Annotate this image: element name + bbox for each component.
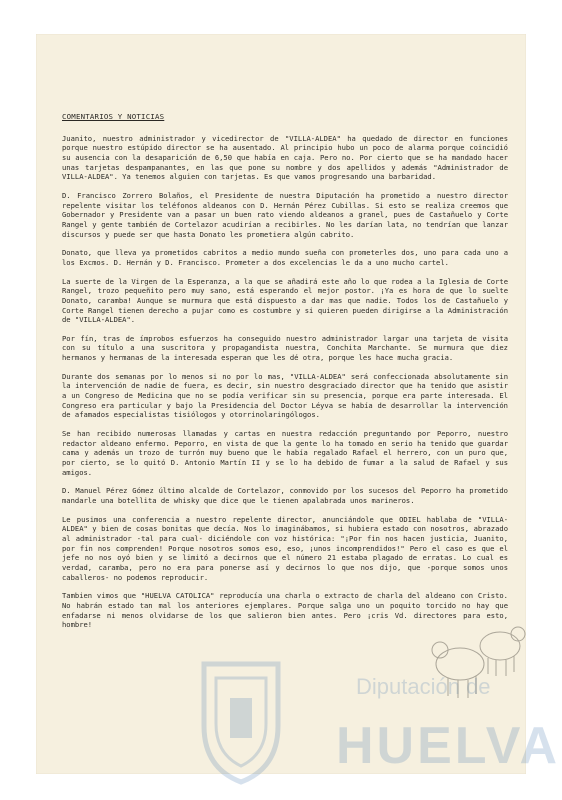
document-page (36, 34, 561, 775)
paragraph-5: Por fín, tras de ímprobos esfuerzos ha conseguido nuestro administrador largar una tarjeta de visita con su título a una suscritora y propagandista nuestra, Conchita Marchante. Se murmura que diez hermanos y hermanas de la interesada esperan que les dé otra, porque les hace mucha gracia. (62, 333, 508, 363)
paragraph-7: Se han recibido numerosas llamadas y cartas en nuestra redacción preguntando por Peporro, nuestro redactor aldeano enfermo. Peporro, en vista de que la gente lo ha tomado en serio ha tenido que guardar cama y además un trozo de turrón muy bueno que le había regalado Rafael el herrero, con un puro que, por cierto, se lo quitó D. Antonio Martín II y se lo ha debido de fumar a la salud de Rafael y sus amigos. (62, 429, 508, 477)
watermark-small-text: Diputación de (356, 674, 491, 699)
document-body (62, 112, 508, 639)
paragraph-3: Donato, que lleva ya prometidos cabritos a medio mundo sueña con prometerles dos, uno para cada uno a los Excmos. D. Hernán y D. Francisco. Prometer a dos excelencias le da a uno mucho cartel. (62, 248, 508, 267)
paragraph-6: Durante dos semanas por lo menos si no por lo mas, "VILLA-ALDEA" será confeccionada absolutamente sin la intervención de nadie de fuera, es decir, sin nuestro desgraciado director que ha tenido que asistir a un Congreso de Medicina que no se podía verificar sin su presencia, porque era parte interesada. El Congreso era particular y bajo la Presidencia del Doctor Léyva se había de desarrollar la intervención de afamados especialistas tisiólogos y otorrinolaringólogos. (62, 371, 508, 420)
paragraph-8: D. Manuel Pérez Gómez último alcalde de Cortelazor, conmovido por los sucesos del Peporro ha prometido mandarle una botellita de whisky que dice que le tienen apalabrada unos marineros. (62, 486, 508, 505)
paragraph-9: Le pusimos una conferencia a nuestro repelente director, anunciándole que ODIEL hablaba de "VILLA-ALDEA" y bien de cosas bonitas que decía. Nos lo imaginábamos, si hubiera estado con nosotros, abrazado al administrador -tal para cual- diciéndole con voz histórica: "¡Por fin nos hacen justicia, Juanito, por fin nos comprenden! Porque nosotros somos eso, eso, ¡unos incomprendidos!" Pero el caso es que el jefe no nos oyó bien y se limitó a decirnos que el número 21 estaba plagado de erratas. Lo cual es verdad, caramba, pero no era para ponerse así y decirnos lo que nos dijo, que -porque somos unos caballeros- no podemos reproducir. (62, 514, 508, 582)
paragraph-1: Juanito, nuestro administrador y vicedirector de "VILLA-ALDEA" ha quedado de director en funciones porque nuestro estúpido director se ha ausentado. Al principio hubo un poco de alarma porque coincidió su ausencia con la desaparición de 6,50 que había en caja. Pero no. Por cierto que se ha mandado hacer unas tarjetas despampanantes, en las que pone su nombre y dos apellidos y además "Administrador de VILLA-ALDEA". Ya tenemos alguien con tarjetas. Es que vamos progresando una barbaridad. (62, 133, 508, 182)
coat-of-arms-icon (196, 656, 286, 786)
paragraph-10: Tambien vimos que "HUELVA CATOLICA" reproducía una charla o extracto de charla del aldeano con Cristo. No habrán estado tan mal los anteriores ejemplares. Porque salga uno un poquito torcido no hay que enfadarse ni menos olvidarse de los que salieron bien antes. Pero ¡cris Vd. directores para esto, hombre! (62, 591, 508, 630)
watermark-big-text: HUELVA (336, 717, 561, 775)
section-heading: COMENTARIOS Y NOTICIAS (62, 112, 165, 121)
paragraph-2: D. Francisco Zorrero Bolaños, el Presidente de nuestra Diputación ha prometido a nuestro director repelente visitar los teléfonos aldeanos con D. Hernán Pérez Cubillas. Si esto se realiza creemos que Gobernador y Presidente van a pasar un buen rato viendo aldeanos a granel, pues de Castañuelo y Corte Rangel y gente también de Cortelazor acudirían a recibirles. No les darían lata, no tendrían que lanzar discursos y puede ser que hasta Donato les prometiera algún cabrito. (62, 190, 508, 239)
paragraph-4: La suerte de la Virgen de la Esperanza, a la que se añadirá este año lo que rodea a la Iglesia de Corte Rangel, trozo pequeñito pero muy sano, está esperando el mejor postor. ¡Ya es hora de que lo suelte Donato, caramba! Aunque se murmura que está dispuesto a dar mas que nadie. Todos los de Castañuelo y Corte Rangel tienen derecho a pujar como es costumbre y si quieren pueden dirigirse a la Administración de "VILLA-ALDEA". (62, 276, 508, 325)
